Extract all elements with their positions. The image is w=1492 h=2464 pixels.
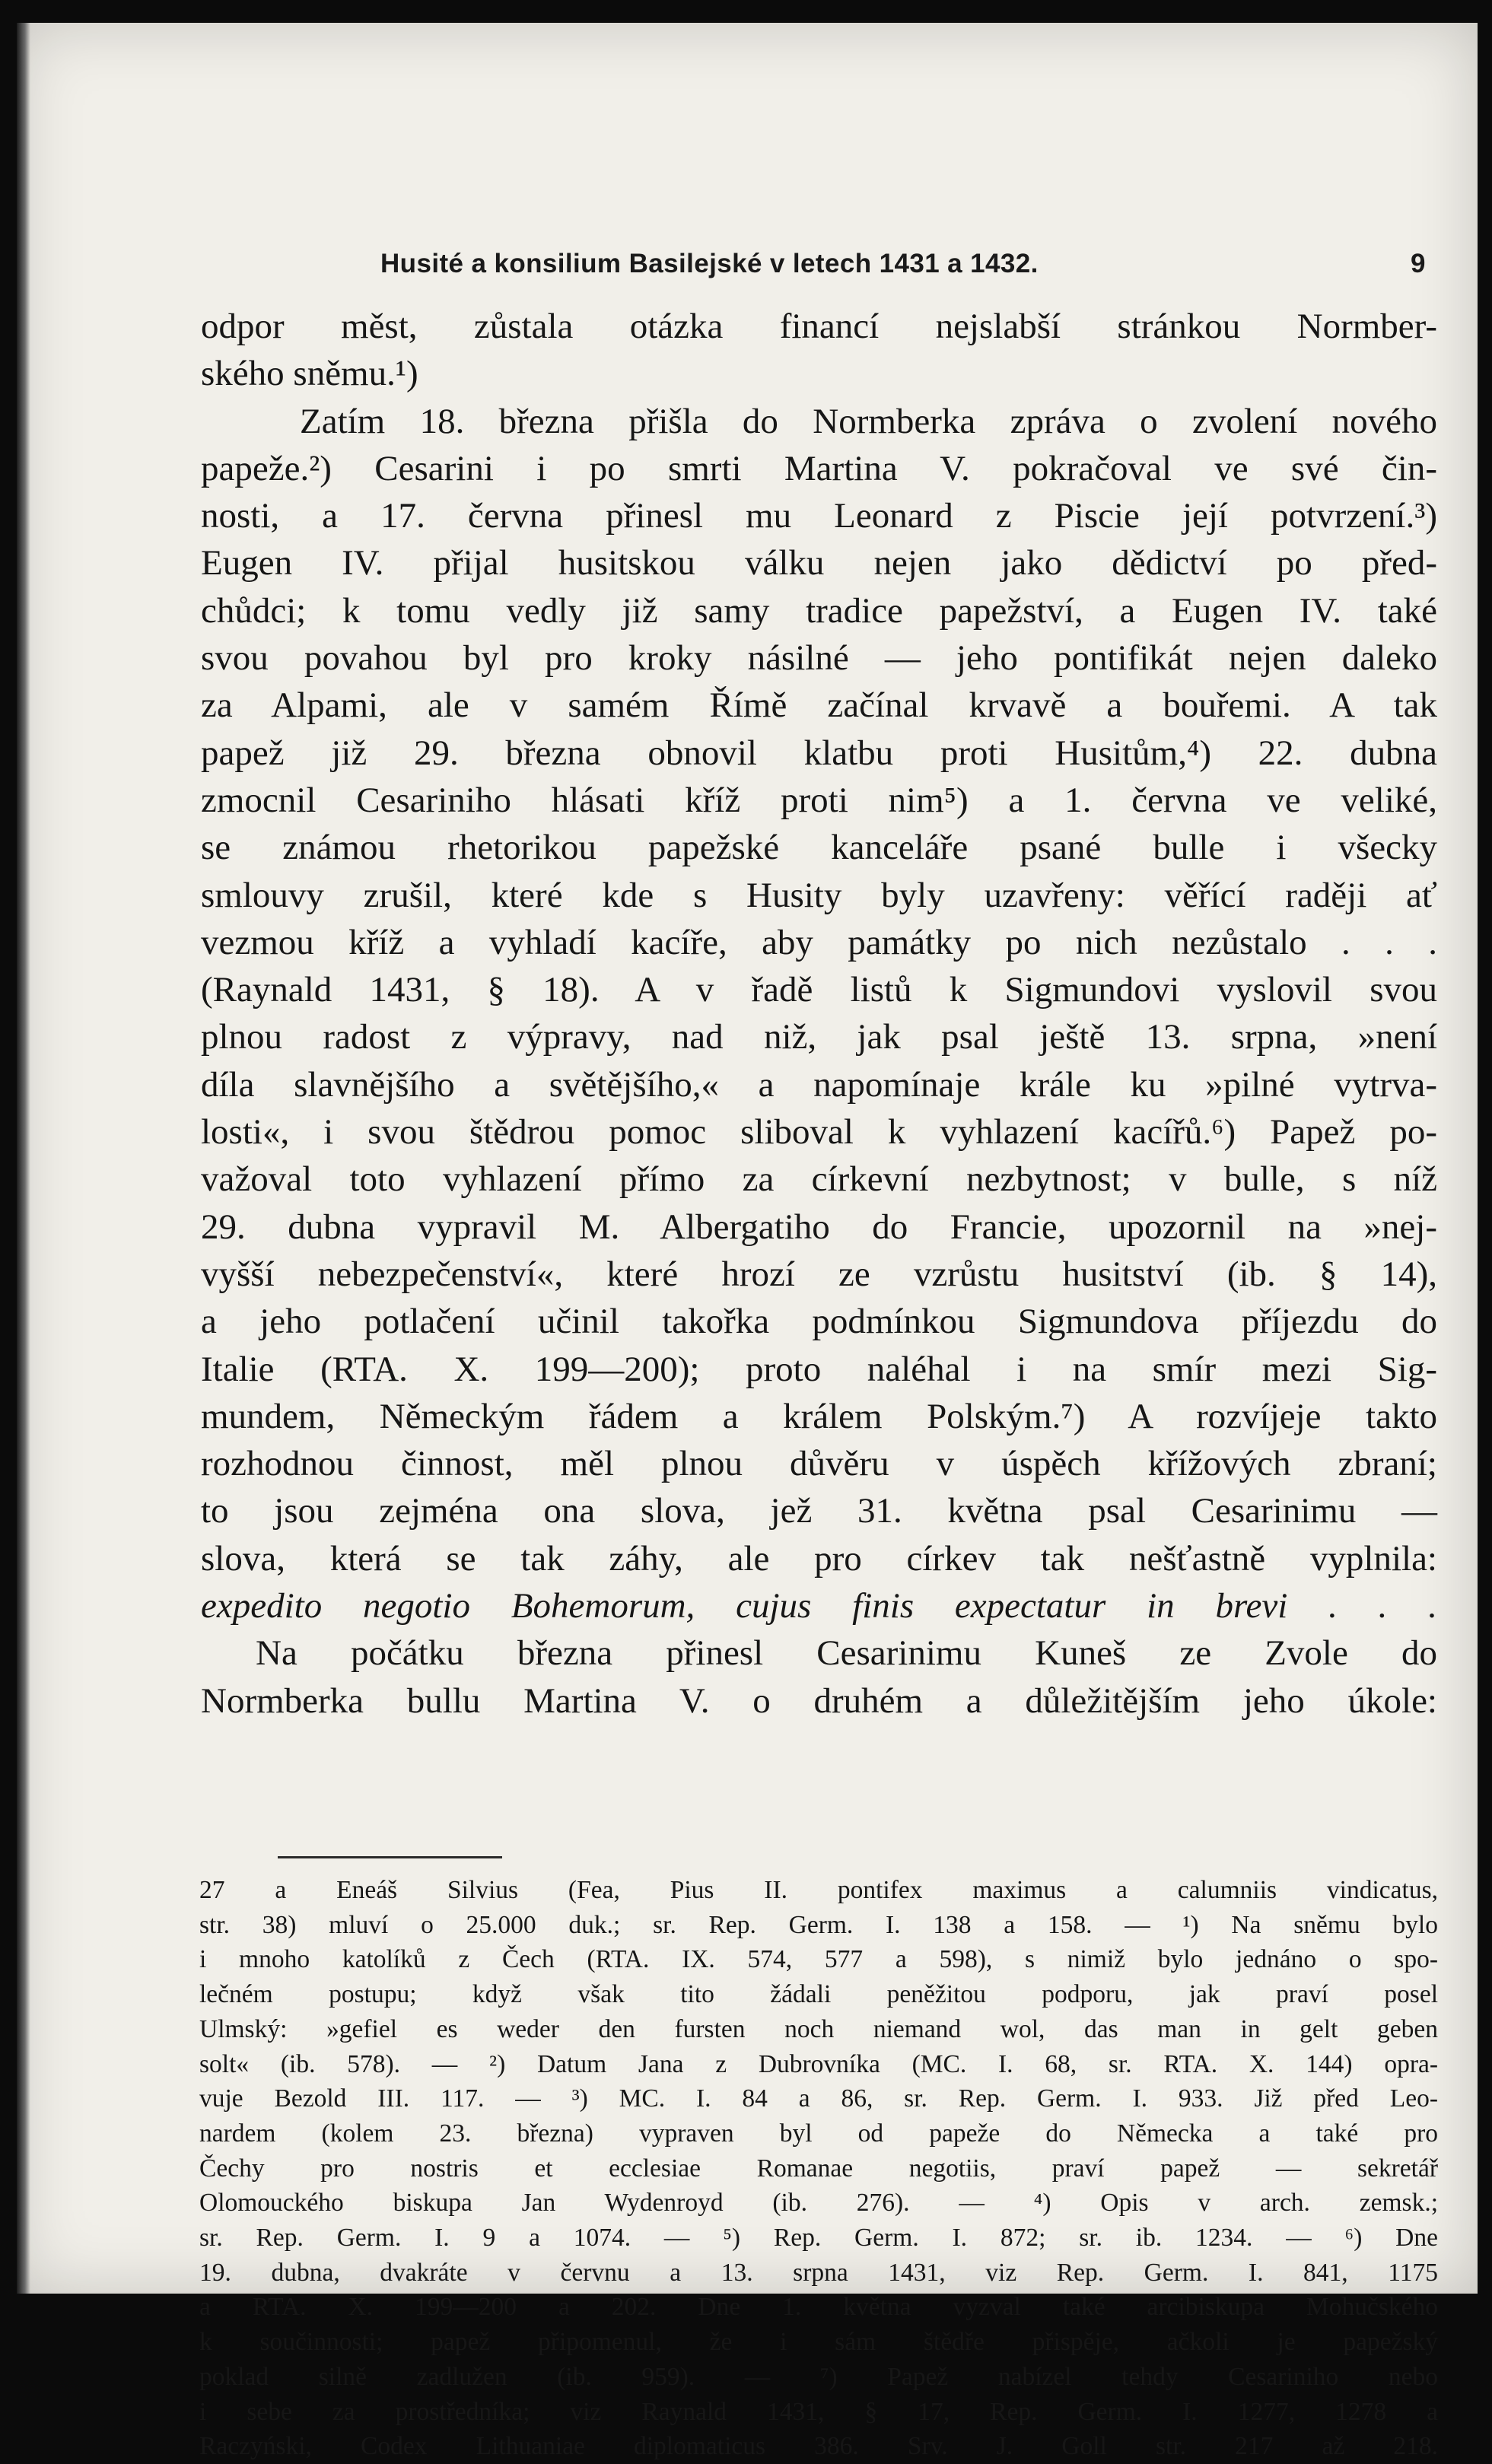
text-line-italic: expedito negotio Bohemorum, cujus finis expectatur in brevi . . .: [201, 1586, 1437, 1626]
text-line: papež již 29. března obnovil klatbu proti Husitům,⁴) 22. dubna: [201, 733, 1437, 773]
text-line: Na počátku března přinesl Cesarinimu Kuneš ze Zvole do: [256, 1633, 1437, 1674]
book-page: [17, 23, 1478, 2461]
footnote-line: nardem (kolem 23. března) vypraven byl od papeže do Německa a také pro: [199, 2119, 1438, 2148]
text-line: se známou rhetorikou papežské kanceláře psané bulle i všecky: [201, 828, 1437, 868]
text-line: Eugen IV. přijal husitskou válku nejen jako dědictví po před-: [201, 543, 1437, 583]
text-line: papeže.²) Cesarini i po smrti Martina V. pokračoval ve své čin-: [201, 448, 1437, 488]
text-line: odpor měst, zůstala otázka financí nejslabší stránkou Normber-: [201, 307, 1437, 346]
footnote-line: solt« (ib. 578). — ²) Datum Jana z Dubrovníka (MC. I. 68, sr. RTA. X. 144) opra-: [199, 2049, 1438, 2078]
footnote-line: 19. dubna, dvakráte v červnu a 13. srpna 1431, viz Rep. Germ. I. 841, 1175: [199, 2258, 1438, 2287]
text-line: mundem, Německým řádem a králem Polským.⁷) A rozvíjeje takto: [201, 1396, 1437, 1436]
text-line: zmocnil Cesariniho hlásati kříž proti nim⁵) a 1. června ve veliké,: [201, 780, 1437, 820]
footnote-line: vuje Bezold III. 117. — ³) MC. I. 84 a 86, sr. Rep. Germ. I. 933. Již před Leo-: [199, 2084, 1438, 2113]
page-number: 9: [1411, 249, 1426, 278]
running-header: Husité a konsilium Basilejské v letech 1431 a 1432.: [380, 249, 1039, 278]
footnote-line: Ulmský: »gefiel es weder den fursten noch niemand wol, das man in gelt geben: [199, 2014, 1438, 2043]
footnote-line: 27 a Eneáš Silvius (Fea, Pius II. pontifex maximus a calumniis vindicatus,: [199, 1876, 1438, 1904]
footnote-line: lečném postupu; když však tito žádali peněžitou podporu, jak praví posel: [199, 1980, 1438, 2009]
text-line: Normberka bullu Martina V. o druhém a důležitějším jeho úkole:: [201, 1680, 1437, 1721]
book-spine-shadow: [17, 23, 30, 2294]
text-line: losti«, i svou štědrou pomoc sliboval k vyhlazení kacířů.⁶) Papež po-: [201, 1112, 1437, 1153]
text-line: chůdci; k tomu vedly již samy tradice papežství, a Eugen IV. také: [201, 590, 1437, 631]
text-line: smlouvy zrušil, které kde s Husity byly uzavřeny: věřící raději ať: [201, 875, 1437, 915]
text-line: 29. dubna vypravil M. Albergatiho do Francie, upozornil na »nej-: [201, 1207, 1437, 1247]
text-line: díla slavnějšího a světějšího,« a napomínaje krále ku »pilné vytrva-: [201, 1064, 1437, 1105]
footnote-line: sr. Rep. Germ. I. 9 a 1074. — ⁵) Rep. Germ. I. 872; sr. ib. 1234. — ⁶) Dne: [199, 2224, 1438, 2253]
footnote-line: i mnoho katolíků z Čech (RTA. IX. 574, 577 a 598), s nimiž bylo jednáno o spo-: [199, 1945, 1438, 1974]
footnote-line: Raczyński, Codex Lithuaniae diplomaticus 386. Srv. J. Goll str. 217 až 218.: [199, 2432, 1438, 2461]
text-line: Italie (RTA. X. 199—200); proto naléhal i na smír mezi Sig-: [201, 1349, 1437, 1389]
footnote-line: Olomouckého biskupa Jan Wydenroyd (ib. 276). — ⁴) Opis v arch. zemsk.;: [199, 2189, 1438, 2218]
footnote-line: str. 38) mluví o 25.000 duk.; sr. Rep. Germ. I. 138 a 158. — ¹) Na sněmu bylo: [199, 1910, 1438, 1939]
text-line: vyšší nebezpečenství«, které hrozí ze vzrůstu husitství (ib. § 14),: [201, 1254, 1437, 1294]
text-line: vezmou kříž a vyhladí kacíře, aby památky po nich nezůstalo . . .: [201, 922, 1437, 962]
text-line: svou povahou byl pro kroky násilné — jeho pontifikát nejen daleko: [201, 638, 1437, 679]
text-line: plnou radost z výpravy, nad niž, jak psal ještě 13. srpna, »není: [201, 1017, 1437, 1057]
text-line: slova, která se tak záhy, ale pro církev tak nešťastně vyplnila:: [201, 1538, 1437, 1579]
text-line: za Alpami, ale v samém Římě začínal krvavě a bouřemi. A tak: [201, 685, 1437, 726]
text-line: a jeho potlačení učinil takořka podmínkou Sigmundova příjezdu do: [201, 1302, 1437, 1342]
text-line: nosti, a 17. června přinesl mu Leonard z Piscie její potvrzení.³): [201, 496, 1437, 536]
main-text: [201, 303, 1437, 1725]
text-line: rozhodnou činnost, měl plnou důvěru v úspěch křížových zbraní;: [201, 1444, 1437, 1484]
footnote-separator: [278, 1856, 502, 1858]
text-line: Zatím 18. března přišla do Normberka zpráva o zvolení nového: [300, 401, 1437, 441]
text-line: ského sněmu.¹): [201, 354, 418, 394]
footnote-line: k součinnosti; papež připomenul, že i sám štědře přispěje, ačkoli je papežský: [199, 2328, 1438, 2357]
footnote-line: i sebe za prostředníka; viz Raynald 1431, § 17, Rep. Germ. I. 1277, 1278 a: [199, 2397, 1438, 2426]
text-line: (Raynald 1431, § 18). A v řadě listů k Sigmundovi vyslovil svou: [201, 970, 1437, 1010]
footnotes: [199, 1873, 1438, 2464]
footnote-line: poklad silně zadlužen (ib. 959). — ⁷) Papež nabízel tehdy Cesariniho nebo: [199, 2362, 1438, 2391]
text-line: važoval toto vyhlazení přímo za církevní nezbytnost; v bulle, s níž: [201, 1159, 1437, 1200]
footnote-line: a RTA. X. 199—200 a 202. Dne 1. května vyzval také arcibiskupa Mohučského: [199, 2293, 1438, 2322]
footnote-line: Čechy pro nostris et ecclesiae Romanae negotiis, praví papež — sekretář: [199, 2154, 1438, 2183]
text-line: to jsou zejména ona slova, jež 31. května psal Cesarinimu —: [201, 1491, 1437, 1531]
